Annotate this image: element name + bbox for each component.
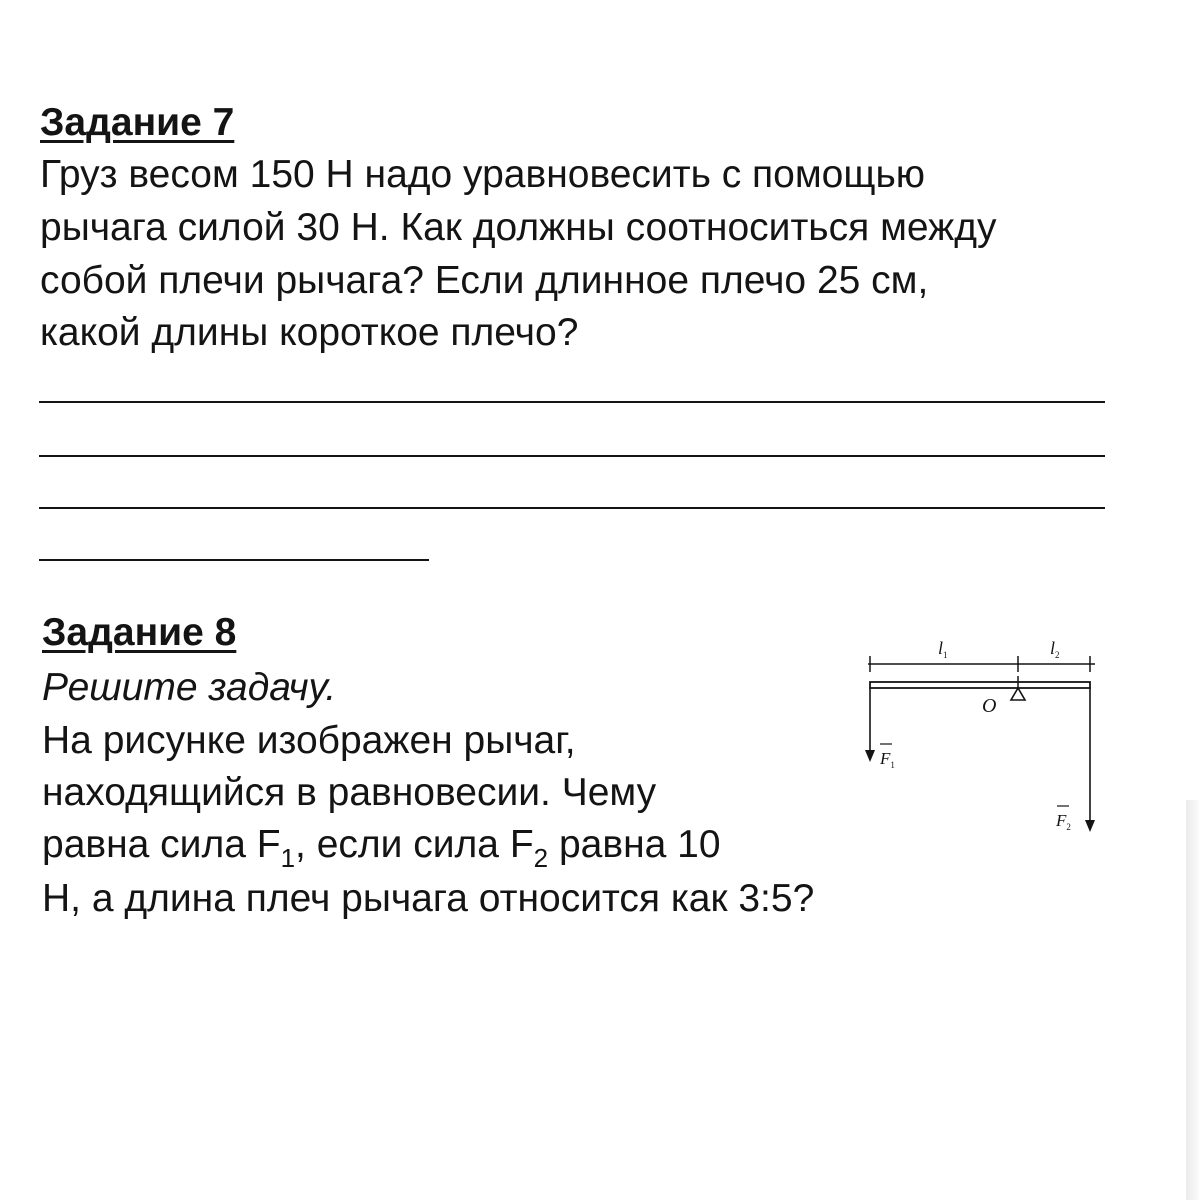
task-7-title: Задание 7: [40, 101, 235, 144]
pivot-label: O: [982, 695, 997, 717]
task-8-text-line-1: На рисунке изображен рычаг,: [42, 719, 576, 762]
task-8-line-3-part-a: равна сила F: [42, 823, 281, 866]
task-7-text-line-2: рычага силой 30 Н. Как должны соотноситься между: [40, 206, 997, 249]
force-1-arrowhead: [865, 750, 875, 762]
force-2-arrowhead: [1085, 820, 1095, 832]
arm-2-label: $l_2$: [1050, 638, 1060, 660]
answer-line-2[interactable]: [39, 455, 1105, 457]
lever-diagram: [850, 630, 1110, 840]
answer-line-4[interactable]: [39, 559, 429, 561]
pivot-triangle: [1011, 688, 1025, 700]
arm-1-label: $l_1$: [938, 638, 948, 660]
task-8-text-line-4: Н, а длина плеч рычага относится как 3:5?: [42, 877, 815, 920]
task-8-title: Задание 8: [42, 611, 237, 654]
task-7-text-line-3: собой плечи рычага? Если длинное плечо 25 см,: [40, 259, 929, 302]
f2-subscript: 2: [533, 843, 549, 873]
answer-line-1[interactable]: [39, 401, 1105, 403]
answer-line-3[interactable]: [39, 507, 1105, 509]
f1-subscript: 1: [280, 843, 296, 873]
force-2-label: $F_2$: [1056, 811, 1071, 832]
task-7-text-line-1: Груз весом 150 Н надо уравновесить с помощью: [40, 153, 926, 196]
task-8-subtitle: Решите задачу.: [42, 666, 337, 709]
task-8-line-3-part-b: , если сила F: [295, 823, 534, 866]
task-8-text-line-3: [42, 822, 721, 871]
lever-bar: [870, 682, 1090, 688]
scrollbar-track[interactable]: [1186, 800, 1199, 1200]
task-8-text-line-2: находящийся в равновесии. Чему: [42, 771, 657, 814]
task-7-text-line-4: какой длины короткое плечо?: [40, 311, 579, 354]
task-8-line-3-part-c: равна 10: [548, 823, 721, 866]
force-1-label: $F_1$: [880, 749, 895, 770]
